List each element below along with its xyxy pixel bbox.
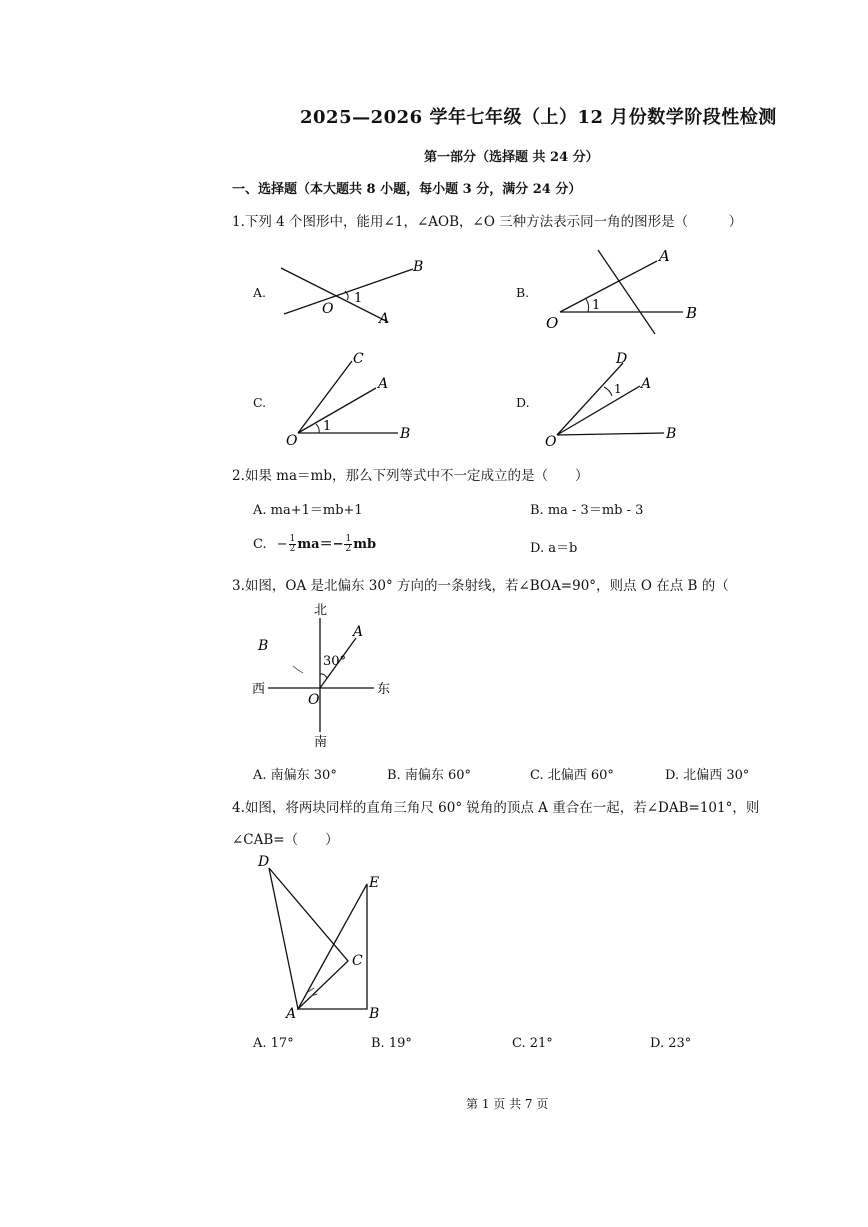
- q1-option-c-label: C.: [253, 395, 267, 410]
- q4-point-d: D: [258, 854, 270, 870]
- q1b-point-a: A: [659, 247, 670, 265]
- q3-option-c: C. 北偏西 60°: [530, 768, 614, 783]
- q2c-frac1-num: 1: [289, 534, 296, 544]
- q3-label-south: 南: [314, 735, 328, 750]
- question-3-stem: 3.如图，OA 是北偏东 30° 方向的一条射线，若∠BOA=90°，则点 O 在点 B 的（: [232, 578, 729, 594]
- q3-compass-figure: [248, 598, 408, 750]
- q3-point-b: B: [258, 638, 269, 654]
- q4-point-b: B: [369, 1006, 380, 1022]
- q2c-end: mb: [353, 537, 377, 552]
- q3-option-d: D. 北偏西 30°: [665, 768, 750, 783]
- q4-point-e: E: [369, 875, 380, 891]
- q1b-ray-oa: [560, 261, 657, 312]
- q4-triangle-adc: [269, 868, 348, 1009]
- q4-point-a: A: [286, 1006, 297, 1022]
- q1-figure-c: [280, 346, 420, 448]
- q1c-ray-oa: [298, 388, 376, 433]
- q1-figure-d: [540, 346, 690, 450]
- section-heading: 一、选择题（本大题共 8 小题，每小题 3 分，满分 24 分）: [232, 182, 582, 197]
- q2c-frac1-den: 2: [289, 544, 296, 554]
- q1a-point-o: O: [322, 301, 334, 317]
- q2-option-c: [253, 533, 376, 554]
- q3-label-east: 东: [377, 682, 391, 697]
- q1d-point-o: O: [545, 434, 557, 450]
- q1b-point-b: B: [686, 304, 698, 322]
- q1d-ray-od: [557, 363, 623, 435]
- q1a-line-ob: [284, 269, 413, 314]
- q1d-ray-ob: [557, 433, 664, 435]
- q1b-cross-line: [598, 250, 655, 334]
- q1a-point-a: A: [379, 311, 390, 327]
- q1-option-a-label: A.: [253, 285, 267, 300]
- q2c-fraction-2: [344, 535, 352, 554]
- q1c-point-c: C: [353, 351, 364, 367]
- q1d-angle-arc: [604, 387, 612, 396]
- q2c-fraction-1: [289, 535, 297, 554]
- q2-option-a: A. ma+1＝mb+1: [253, 503, 363, 518]
- q1c-angle-arc: [316, 424, 319, 433]
- q2c-label: C.: [253, 537, 267, 552]
- question-1-stem: 1.下列 4 个图形中，能用∠1，∠AOB，∠O 三种方法表示同一角的图形是（ ）: [232, 214, 743, 230]
- q3-label-north: 北: [314, 603, 328, 618]
- q3-option-b: B. 南偏东 60°: [387, 768, 471, 783]
- q3-angle-label: 30°: [323, 654, 347, 669]
- q3-label-west: 西: [252, 682, 266, 697]
- q1b-point-o: O: [546, 314, 559, 332]
- q4-triangle-aeb: [298, 884, 367, 1009]
- page-footer: 第 1 页 共 7 页: [466, 1097, 549, 1111]
- q1a-point-b: B: [413, 259, 424, 275]
- q1-option-b-label: B.: [516, 285, 530, 300]
- q1c-angle-1: 1: [323, 419, 332, 434]
- q1-figure-a: [270, 255, 430, 330]
- q2c-minus: −: [276, 537, 288, 552]
- q4-option-b: B. 19°: [371, 1036, 412, 1051]
- q3-angle-arc: [320, 674, 327, 678]
- q2c-middle: ma＝−: [297, 537, 344, 552]
- question-4-stem-line-2: ∠CAB=（ ）: [232, 832, 339, 848]
- q1-option-d-label: D.: [516, 395, 530, 410]
- q2-option-b: B. ma - 3＝mb - 3: [530, 503, 644, 518]
- q1b-angle-arc: [586, 299, 589, 312]
- q1d-point-a: A: [641, 376, 652, 392]
- q4-option-d: D. 23°: [650, 1036, 692, 1051]
- q4-point-c: C: [352, 953, 363, 969]
- q1c-point-b: B: [400, 426, 411, 442]
- q2c-frac2-num: 1: [345, 534, 352, 544]
- q2-option-d: D. a＝b: [530, 541, 578, 556]
- q1b-angle-1: 1: [592, 298, 601, 313]
- q1d-angle-1: 1: [614, 382, 622, 396]
- q1a-line-oa: [281, 268, 388, 322]
- q3-point-a: A: [353, 624, 364, 640]
- q3-point-o: O: [308, 692, 320, 708]
- q1d-ray-oa: [557, 386, 640, 435]
- q1c-point-o: O: [286, 433, 298, 448]
- q1d-point-d: D: [616, 351, 628, 367]
- q1d-point-b: B: [666, 426, 677, 442]
- question-4-stem-line-1: 4.如图，将两块同样的直角三角尺 60° 锐角的顶点 A 重合在一起，若∠DAB=101°，则: [232, 800, 760, 816]
- q1c-point-a: A: [378, 376, 389, 392]
- q1-figure-b: [540, 243, 710, 335]
- q1a-angle-1: 1: [354, 291, 363, 306]
- part-heading: 第一部分（选择题 共 24 分）: [424, 150, 599, 165]
- q3-pencil-mark: [293, 666, 303, 673]
- question-2-stem: 2.如果 ma＝mb，那么下列等式中不一定成立的是（ ）: [232, 468, 589, 484]
- q4-option-a: A. 17°: [253, 1036, 294, 1051]
- q2c-frac2-den: 2: [345, 544, 352, 554]
- exam-title: 2025—2026 学年七年级（上）12 月份数学阶段性检测: [300, 107, 777, 128]
- q4-option-c: C. 21°: [512, 1036, 553, 1051]
- q3-option-a: A. 南偏东 30°: [253, 768, 337, 783]
- q4-triangles-figure: [248, 848, 408, 1028]
